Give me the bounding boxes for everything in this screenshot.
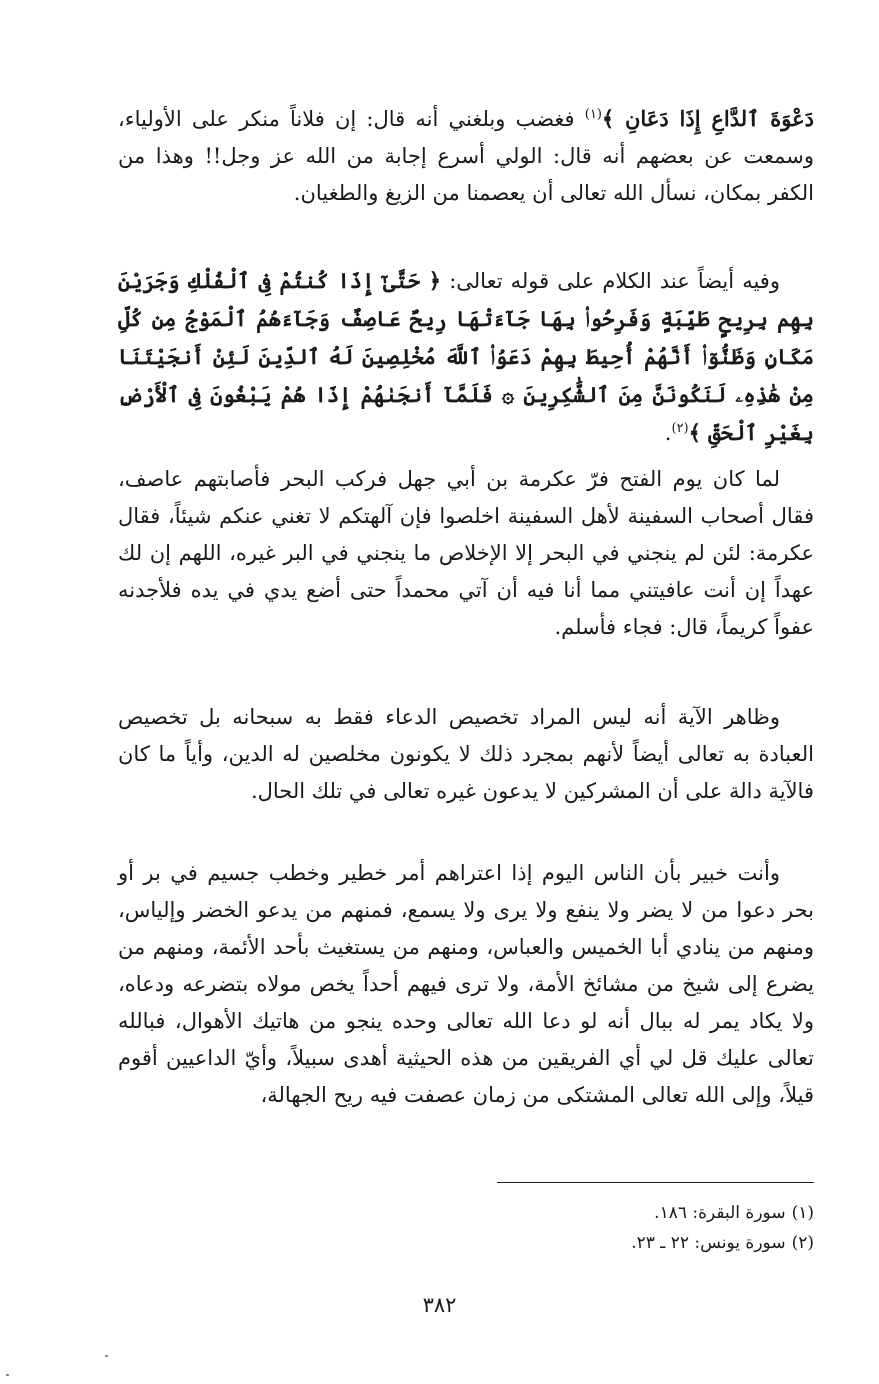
footnote-2-number: (٢) [791, 1233, 814, 1253]
footnote-ref-2[interactable]: (٢) [671, 421, 689, 436]
paragraph-5 [118, 855, 814, 1114]
paragraph-2-intro: وفيه أيضاً عند الكلام على قوله تعالى: [441, 269, 780, 293]
paragraph-2-tail: . [664, 421, 672, 445]
footnote-1-number: (١) [791, 1203, 814, 1223]
scan-speck [6, 1374, 9, 1376]
footnote-1 [118, 1198, 814, 1228]
footnote-2-text: سورة يونس: ٢٢ ـ ٢٣. [631, 1233, 786, 1253]
footnote-ref-1[interactable]: (١) [584, 107, 602, 122]
footnotes [118, 1198, 814, 1258]
paragraph-4-text: وظاهر الآية أنه ليس المراد تخصيص الدعاء فقط به سبحانه بل تخصيص العبادة به تعالى أيضاً لأنهم بمجرد ذلك لا يكونون مخلصين له الدين، وأياً ما كان فالآية دالة على أن المشركين لا يدعون غيره تعالى في تلك الحال. [118, 705, 814, 803]
footnote-2 [118, 1228, 814, 1258]
paragraph-5-text: وأنت خبير بأن الناس اليوم إذا اعتراهم أمر خطير وخطب جسيم في بر أو بحر دعوا من لا يضر ولا ينفع ولا يرى ولا يسمع، فمنهم من يدعو الخضر وإلياس، ومنهم من ينادي أبا الخميس والعباس، ومنهم من يستغيث بأحد الأئمة، ومنهم من يضرع إلى شيخ من مشائخ الأمة، ولا ترى فيهم أحداً يخص مولاه بتضرعه ودعاه، ولا يكاد يمر له ببال أنه لو دعا الله تعالى وحده ينجو من هاتيك الأهوال، فبالله تعالى عليك قل لي أي الفريقين من هذه الحيثية أهدى سبيلاً، وأيّ الداعيين أقوم قيلاً، وإلى الله تعالى المشتكى من زمان عصفت فيه ريح الجهالة، [118, 861, 814, 1107]
footnote-divider [497, 1182, 814, 1183]
paragraph-1 [118, 100, 814, 212]
quran-verse-block: ﴿ حَتَّىٰٓ إِذَا كُنتُمْ فِى ٱلْفُلْكِ وَجَرَيْنَ بِهِم بِرِيحٍ طَيِّبَةٍ وَفَرِحُوا۟ بِهَا جَآءَتْهَا رِيحٌ عَاصِفٌ وَجَآءَهُمُ ٱلْمَوْجُ مِن كُلِّ مَكَانٍ وَظَنُّوٓا۟ أَنَّهُمْ أُحِيطَ بِهِمْ دَعَوُا۟ ٱللَّهَ مُخْلِصِينَ لَهُ ٱلدِّينَ لَئِنْ أَنجَيْتَنَا مِنْ هَٰذِهِۦ لَنَكُونَنَّ مِنَ ٱلشَّٰكِرِينَ ۞ فَلَمَّآ أَنجَىٰهُمْ إِذَا هُمْ يَبْغُونَ فِى ٱلْأَرْضِ بِغَيْرِ ٱلْحَقِّ ﴾ [118, 268, 814, 445]
footnote-1-text: سورة البقرة: ١٨٦. [654, 1203, 786, 1223]
quran-verse-fragment: دَعْوَةَ ٱلدَّاعِ إِذَا دَعَانِ ﴾ [601, 106, 814, 131]
page-number: ٣٨٢ [422, 1293, 457, 1317]
paragraph-3 [118, 461, 814, 646]
paragraph-4 [118, 699, 814, 810]
paragraph-1-text: فغضب وبلغني أنه قال: إن فلاناً منكر على الأولياء، وسمعت عن بعضهم أنه قال: الولي أسرع إجابة من الله عز وجل!! وهذا من الكفر بمكان، نسأل الله تعالى أن يعصمنا من الزيغ والطغيان. [118, 107, 814, 205]
paragraph-2 [118, 262, 814, 452]
scan-speck [105, 1355, 108, 1357]
paragraph-3-text: لما كان يوم الفتح فرّ عكرمة بن أبي جهل فركب البحر فأصابتهم عاصف، فقال أصحاب السفينة لأهل السفينة اخلصوا فإن آلهتكم لا تغني عنكم شيئاً، فقال عكرمة: لئن لم ينجني في البحر إلا الإخلاص ما ينجني في البر غيره، اللهم إن لك عهداً إن أنت عافيتني مما أنا فيه أن آتي محمداً حتى أضع يدي في يده فلأجدنه عفواً كريماً، قال: فجاء فأسلم. [118, 467, 814, 639]
